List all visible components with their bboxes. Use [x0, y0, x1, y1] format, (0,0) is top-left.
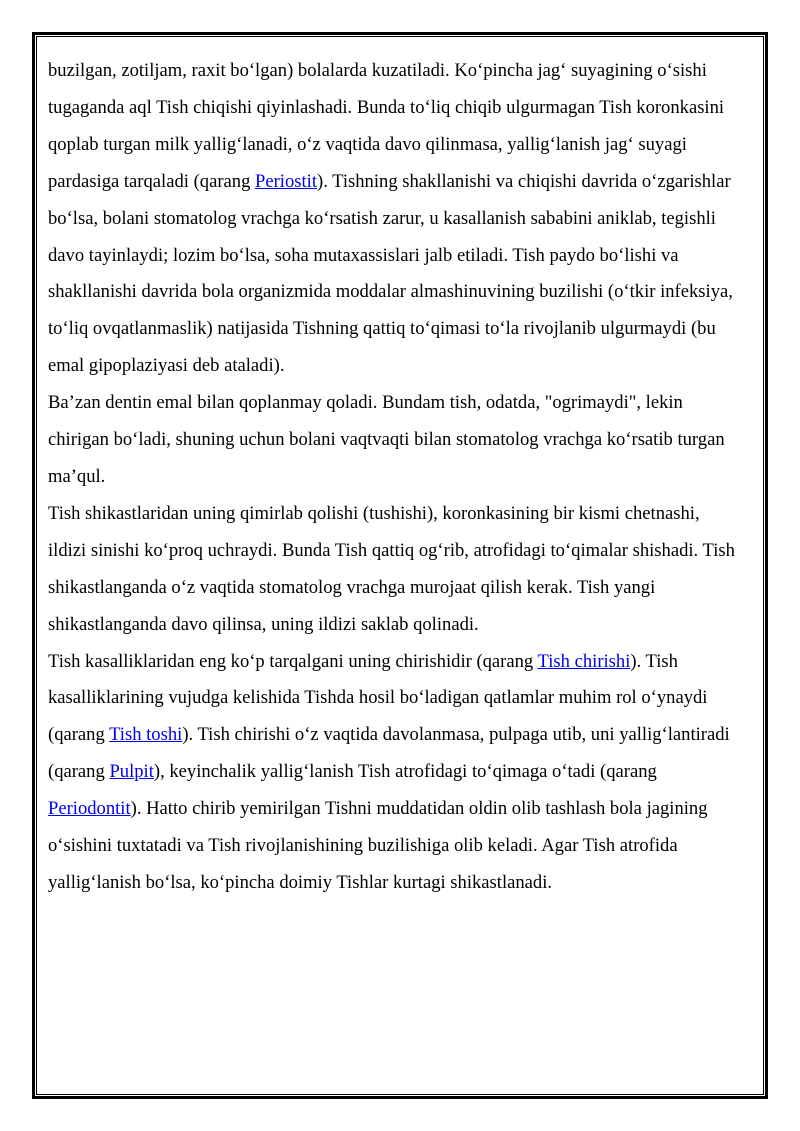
paragraph-2 [48, 385, 738, 496]
link-tish-toshi[interactable]: Tish toshi [109, 724, 183, 746]
text-segment: ). Tish chirishi o‘z vaqtida davolanmasa, pulpaga utib, uni yallig‘lantiradi (qarang [48, 724, 730, 783]
text-segment: Tish shikastlaridan uning qimirlab qolishi (tushishi), koronkasining bir kismi chetnashi, ildizi sinishi ko‘proq uchraydi. Bunda Tish qattiq og‘rib, atrofidagi to‘qimalar shishadi. Tish shikastlanganda o‘z vaqtida stomatolog vrachga murojaat qilish kerak. Tish yangi shikastlanganda davo qilinsa, uning ildizi saklab qolinadi. [48, 502, 735, 635]
link-tish-chirishi[interactable]: Tish chirishi [537, 650, 631, 672]
text-segment: ), keyinchalik yallig‘lanish Tish atrofidagi to‘qimaga o‘tadi (qarang [153, 761, 657, 783]
text-segment: Ba’zan dentin emal bilan qoplanmay qoladi. Bundam tish, odatda, "ogrimaydi", lekin chirigan bo‘ladi, shuning uchun bolani vaqtvaqti bilan stomatolog vrachga ko‘rsatib turgan ma’qul. [48, 392, 725, 487]
document-body [48, 53, 738, 902]
text-segment: ). Tish kasalliklarining vujudga kelishida Tishda hosil bo‘ladigan qatlamlar muhim rol o‘ynaydi (qarang [48, 650, 708, 746]
text-segment: Tish kasalliklaridan eng ko‘p tarqalgani uning chirishidir (qarang [48, 650, 538, 672]
paragraph-1 [48, 53, 738, 385]
paragraph-3 [48, 496, 738, 644]
text-segment: ). Tishning shakllanishi va chiqishi davrida o‘zgarishlar bo‘lsa, bolani stomatolog vrachga ko‘rsatish zarur, u kasallanish sababini aniklab, tegishli davo tayinlaydi; lozim bo‘lsa, soha mutaxassislari jalb etiladi. Tish paydo bo‘lishi va shakllanishi davrida bola organizmida moddalar almashinuvining buzilishi (o‘tkir infeksiya, to‘liq ovqatlanmaslik) natijasida Tishning qattiq to‘qimasi to‘la rivojlanib ulgurmaydi (bu emal gipoplaziyasi deb ataladi). [48, 170, 733, 377]
paragraph-4 [48, 644, 738, 902]
link-periodontit[interactable]: Periodontit [48, 798, 131, 820]
text-segment: buzilgan, zotiljam, raxit bo‘lgan) bolalarda kuzatiladi. Ko‘pincha jag‘ suyagining o‘sishi tugaganda aql Tish chiqishi qiyinlashadi. Bunda to‘liq chiqib ulgurmagan Tish koronkasini qoplab turgan milk yallig‘lanadi, o‘z vaqtida davo qilinmasa, yallig‘lanish jag‘ suyagi pardasiga tarqaladi (qarang [48, 60, 725, 192]
link-periostit[interactable]: Periostit [255, 170, 317, 192]
link-pulpit[interactable]: Pulpit [109, 761, 154, 783]
text-segment: ). Hatto chirib yemirilgan Tishni muddatidan oldin olib tashlash bola jagining o‘sishini tuxtatadi va Tish rivojlanishining buzilishiga olib keladi. Agar Tish atrofida yallig‘lanish bo‘lsa, ko‘pincha doimiy Tishlar kurtagi shikastlanadi. [48, 798, 708, 893]
